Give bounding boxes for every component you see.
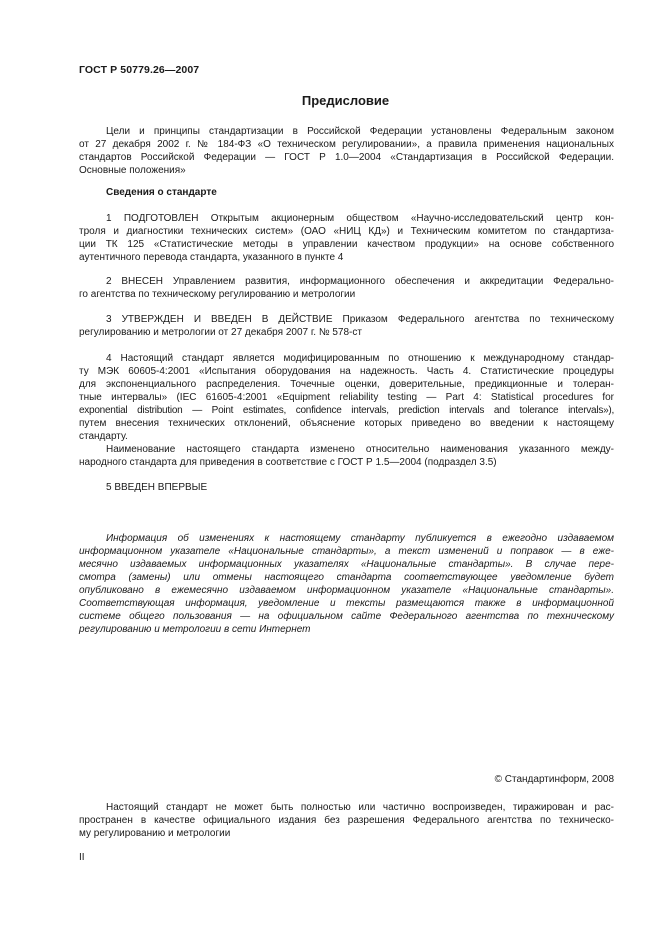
item-2-line: го агентства по техническому регулированию и метрологии [79,289,356,300]
info-paragraph [79,532,614,636]
page-number: II [79,852,85,863]
item-1-line: аутентичного перевода стандарта, указанного в пункте 4 [79,252,344,263]
item-1-line: троля и диагностики технических систем» (ОАО «НИЦ КД») и Техническим комитетом по стандартиза- [79,226,614,237]
item-3-line: 3 УТВЕРЖДЕН И ВВЕДЕН В ДЕЙСТВИЕ Приказом Федерального агентства по техническому [106,314,614,325]
item-3 [79,313,614,339]
document-code: ГОСТ Р 50779.26—2007 [79,64,200,76]
notice-line: пространен в качестве официального издания без разрешения Федерального агентства по техническо- [79,815,614,826]
item-4-line: exponential distribution — Point estimates, confidence intervals, prediction intervals and tolerance intervals»), [79,405,614,416]
notice-line: Настоящий стандарт не может быть полностью или частично воспроизведен, тиражирован и рас- [106,802,614,813]
item-4-line: тные интервалы» (IEC 61605-4:2001 «Equipment reliability testing — Part 4: Statistical procedures for [79,392,614,403]
item-1-line: ции ТК 125 «Статистические методы в управлении качеством продукции» на основе собственного [79,239,614,250]
item-4-line: для экспоненциального распределения. Точечные оценки, доверительные, предикционные и толеран- [79,379,614,390]
item-1-line: 1 ПОДГОТОВЛЕН Открытым акционерным обществом «Научно-исследовательский центр кон- [106,213,614,224]
reproduction-notice [79,801,614,840]
info-line: Информация об изменениях к настоящему стандарту публикуется в ежегодно издаваемом [106,533,614,544]
item-2 [79,275,614,301]
intro-paragraph [79,125,614,177]
item-5 [79,481,614,494]
info-line: системе общего пользования — на официальном сайте Федерального агентства по техническому [79,611,614,622]
intro-line: Основные положения» [79,165,186,176]
section-heading: Сведения о стандарте [106,187,217,198]
item-3-line: регулированию и метрологии от 27 декабря 2007 г. № 578-ст [79,327,362,338]
item-4-note-line: народного стандарта для приведения в соответствие с ГОСТ Р 1.5—2004 (подраздел 3.5) [79,457,497,468]
item-4-line: 4 Настоящий стандарт является модифицированным по отношению к международному стандар- [106,353,614,364]
intro-line: Цели и принципы стандартизации в Российской Федерации установлены Федеральным законом [106,126,614,137]
info-line: Соответствующая информация, уведомление и тексты размещаются также в информационной [79,598,614,609]
intro-line: от 27 декабря 2002 г. № 184-ФЗ «О техническом регулировании», а правила применения национальных [79,139,614,150]
page-title: Предисловие [301,93,390,108]
info-line: месячно издаваемых информационных указателях «Национальные стандарты». В случае пере- [79,559,614,570]
copyright: © Стандартинформ, 2008 [494,774,614,785]
info-line: смотра (замены) или отмены настоящего стандарта соответствующее уведомление будет [79,572,614,583]
item-4 [79,352,614,469]
item-5-line: 5 ВВЕДЕН ВПЕРВЫЕ [106,482,208,493]
info-line: регулированию и метрологии в сети Интернет [79,624,311,635]
info-line: опубликовано в ежемесячно издаваемом информационном указателе «Национальные стандарты». [79,585,614,596]
info-line: информационном указателе «Национальные стандарты», а текст изменений и поправок — в еже- [79,546,614,557]
item-4-note-line: Наименование настоящего стандарта изменено относительно наименования указанного между- [106,444,614,455]
item-1 [79,212,614,264]
item-4-line: ту МЭК 60605-4:2001 «Испытания оборудования на надежность. Часть 4. Статистические процедуры [79,366,614,377]
item-2-line: 2 ВНЕСЕН Управлением развития, информационного обеспечения и аккредитации Федерально- [106,276,614,287]
notice-line: му регулированию и метрологии [79,828,231,839]
item-4-line: стандарту. [79,431,128,442]
intro-line: стандартов Российской Федерации — ГОСТ Р 1.0—2004 «Стандартизация в Российской Федерации. [79,152,614,163]
item-4-line: путем внесения технических отклонений, объяснение которых приведено во введении к настоящему [79,418,614,429]
